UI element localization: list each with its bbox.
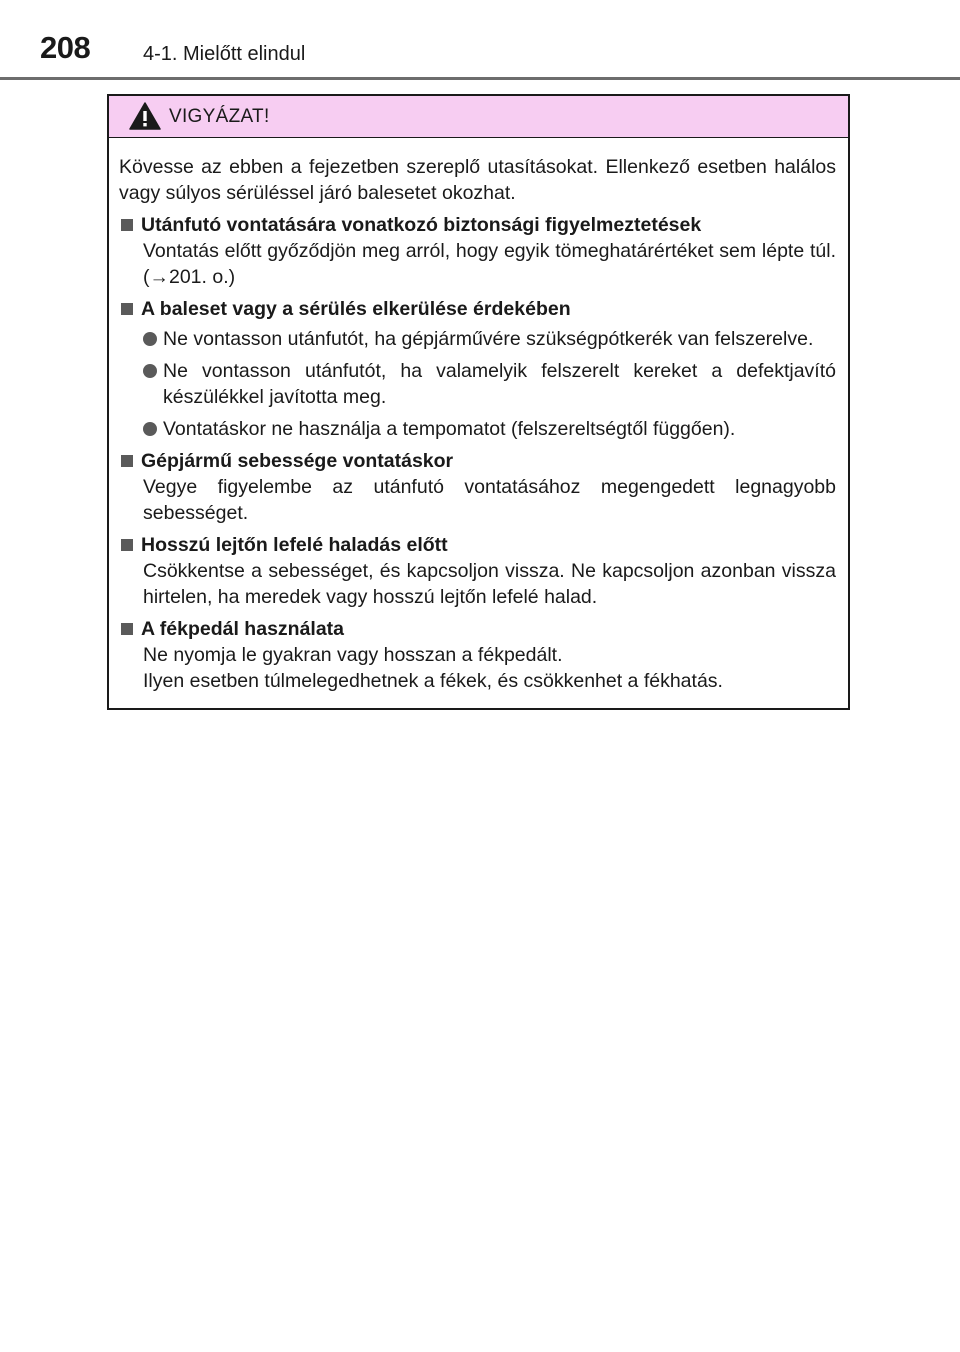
section-text-line: Ilyen esetben túlmelegedhetnek a fékek, és csökkenhet a fékhatás.: [143, 670, 723, 692]
caution-intro: Kövesse az ebben a fejezetben szereplő utasításokat. Ellenkező esetben halálos vagy súlyos sérüléssel járó balesetet okozhat.: [119, 156, 836, 204]
section-title: 4-1. Mielőtt elindul: [143, 43, 306, 65]
section-text: Csökkentse a sebességet, és kapcsoljon vissza. Ne kapcsoljon azonban vissza hirtelen, ha meredek vagy hosszú lejtőn lefelé halad.: [143, 560, 836, 608]
section-heading: A fékpedál használata: [141, 618, 345, 640]
page-number: 208: [40, 30, 91, 65]
section-text: Vontatás előtt győződjön meg arról, hogy egyik tömeghatárértéket sem lépte túl. (→201. o.): [143, 240, 836, 288]
list-item: [143, 358, 836, 410]
header-divider: [0, 77, 960, 80]
list-item: [143, 326, 836, 352]
caution-body: [109, 138, 848, 694]
section-heading: Gépjármű sebessége vontatáskor: [141, 450, 454, 472]
caution-section-accident-prevention: [119, 296, 836, 442]
section-text-line: Ne nyomja le gyakran vagy hosszan a fékpedált.: [143, 644, 563, 666]
round-bullet-icon: [143, 422, 157, 436]
caution-section-downhill: [119, 532, 836, 610]
section-heading: Utánfutó vontatására vonatkozó biztonsági figyelmeztetések: [141, 214, 702, 236]
section-heading: Hosszú lejtőn lefelé haladás előtt: [141, 534, 448, 556]
square-bullet-icon: [121, 303, 133, 315]
round-bullet-icon: [143, 332, 157, 346]
square-bullet-icon: [121, 623, 133, 635]
list-item-text: Vontatáskor ne használja a tempomatot (felszereltségtől függően).: [163, 418, 736, 440]
caution-section-trailer-safety: [119, 212, 836, 290]
square-bullet-icon: [121, 219, 133, 231]
list-item-text: Ne vontasson utánfutót, ha valamelyik felszerelt kereket a defektjavító készülékkel javította meg.: [163, 360, 836, 408]
caution-section-towing-speed: [119, 448, 836, 526]
section-text: Vegye figyelembe az utánfutó vontatásához megengedett legnagyobb sebességet.: [143, 476, 836, 524]
round-bullet-icon: [143, 364, 157, 378]
caution-section-brake-pedal: [119, 616, 836, 694]
square-bullet-icon: [121, 455, 133, 467]
section-heading: A baleset vagy a sérülés elkerülése érdekében: [141, 298, 571, 320]
caution-box: [107, 94, 850, 710]
list-item: [143, 416, 836, 442]
page-header: [0, 0, 960, 80]
square-bullet-icon: [121, 539, 133, 551]
list-item-text: Ne vontasson utánfutót, ha gépjárművére szükségpótkerék van felszerelve.: [163, 328, 814, 350]
warning-triangle-icon: [129, 102, 161, 130]
caution-header: [109, 96, 848, 138]
caution-title: VIGYÁZAT!: [169, 106, 270, 127]
